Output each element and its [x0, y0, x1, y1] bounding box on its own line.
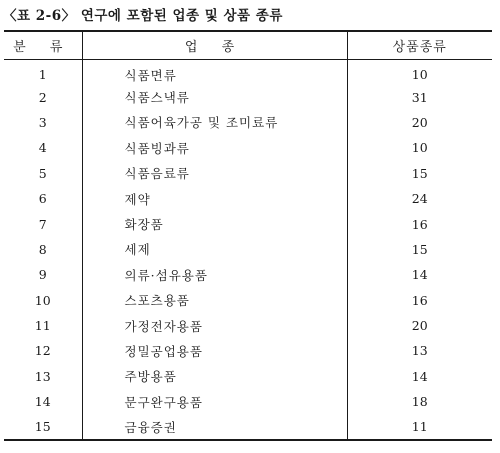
row-industry: 금융증권 — [82, 414, 347, 439]
row-industry: 식품음료류 — [82, 161, 347, 186]
row-number: 3 — [38, 114, 47, 130]
row-product-count: 13 — [347, 338, 492, 363]
row-product-count: 24 — [347, 186, 492, 211]
row-industry: 스포츠용품 — [82, 288, 347, 313]
header-product-count: 상품종류 — [347, 31, 492, 59]
row-product-count: 18 — [347, 389, 492, 414]
table-caption: 〈표 2-6〉 연구에 포함된 업종 및 상품 종류 — [3, 8, 283, 24]
row-number: 15 — [4, 414, 82, 439]
row-number: 1 — [38, 67, 47, 83]
row-number: 4 — [38, 140, 47, 156]
row-product-count: 16 — [347, 211, 492, 236]
row-number: 9 — [38, 267, 47, 283]
row-product-count: 10 — [347, 135, 492, 160]
row-product-count: 20 — [347, 110, 492, 135]
industry-product-table — [4, 30, 492, 441]
row-industry: 식품어육가공 및 조미료류 — [82, 110, 347, 135]
row-number: 8 — [38, 241, 47, 257]
table-row — [4, 110, 492, 135]
table-row — [4, 186, 492, 211]
row-industry: 식품면류 — [82, 59, 347, 84]
row-industry: 제약 — [82, 186, 347, 211]
row-product-count: 10 — [347, 59, 492, 84]
table-row — [4, 237, 492, 262]
row-product-count: 20 — [347, 313, 492, 338]
row-number: 10 — [34, 292, 51, 308]
row-product-count: 15 — [347, 161, 492, 186]
row-number: 5 — [38, 165, 47, 181]
row-number: 14 — [34, 394, 51, 410]
row-number: 6 — [38, 191, 47, 207]
table-row — [4, 414, 492, 439]
row-product-count: 14 — [347, 262, 492, 287]
row-number: 11 — [34, 318, 51, 334]
table-header-row — [4, 31, 492, 59]
row-product-count: 14 — [347, 364, 492, 389]
row-product-count: 16 — [347, 288, 492, 313]
table-row — [4, 211, 492, 236]
table-row — [4, 313, 492, 338]
table-row — [4, 262, 492, 287]
row-number: 2 — [38, 89, 47, 105]
table-row — [4, 161, 492, 186]
row-industry: 가정전자용품 — [82, 313, 347, 338]
row-number: 13 — [34, 368, 51, 384]
row-industry: 식품빙과류 — [82, 135, 347, 160]
table-row — [4, 135, 492, 160]
table-row — [4, 59, 492, 84]
row-industry: 의류·섬유용품 — [82, 262, 347, 287]
table-row — [4, 389, 492, 414]
header-industry: 업 종 — [82, 31, 347, 59]
row-number: 12 — [34, 343, 51, 359]
row-product-count: 15 — [347, 237, 492, 262]
row-product-count: 11 — [347, 414, 492, 439]
row-industry: 세제 — [82, 237, 347, 262]
row-industry: 주방용품 — [82, 364, 347, 389]
row-industry: 정밀공업용품 — [82, 338, 347, 363]
table-row — [4, 364, 492, 389]
table-row — [4, 338, 492, 363]
row-industry: 화장품 — [82, 211, 347, 236]
row-number: 7 — [38, 216, 47, 232]
header-category: 분 류 — [4, 31, 82, 59]
table-row — [4, 84, 492, 109]
row-industry: 문구완구용품 — [82, 389, 347, 414]
row-product-count: 31 — [347, 84, 492, 109]
row-industry: 식품스낵류 — [82, 84, 347, 109]
table-row — [4, 288, 492, 313]
